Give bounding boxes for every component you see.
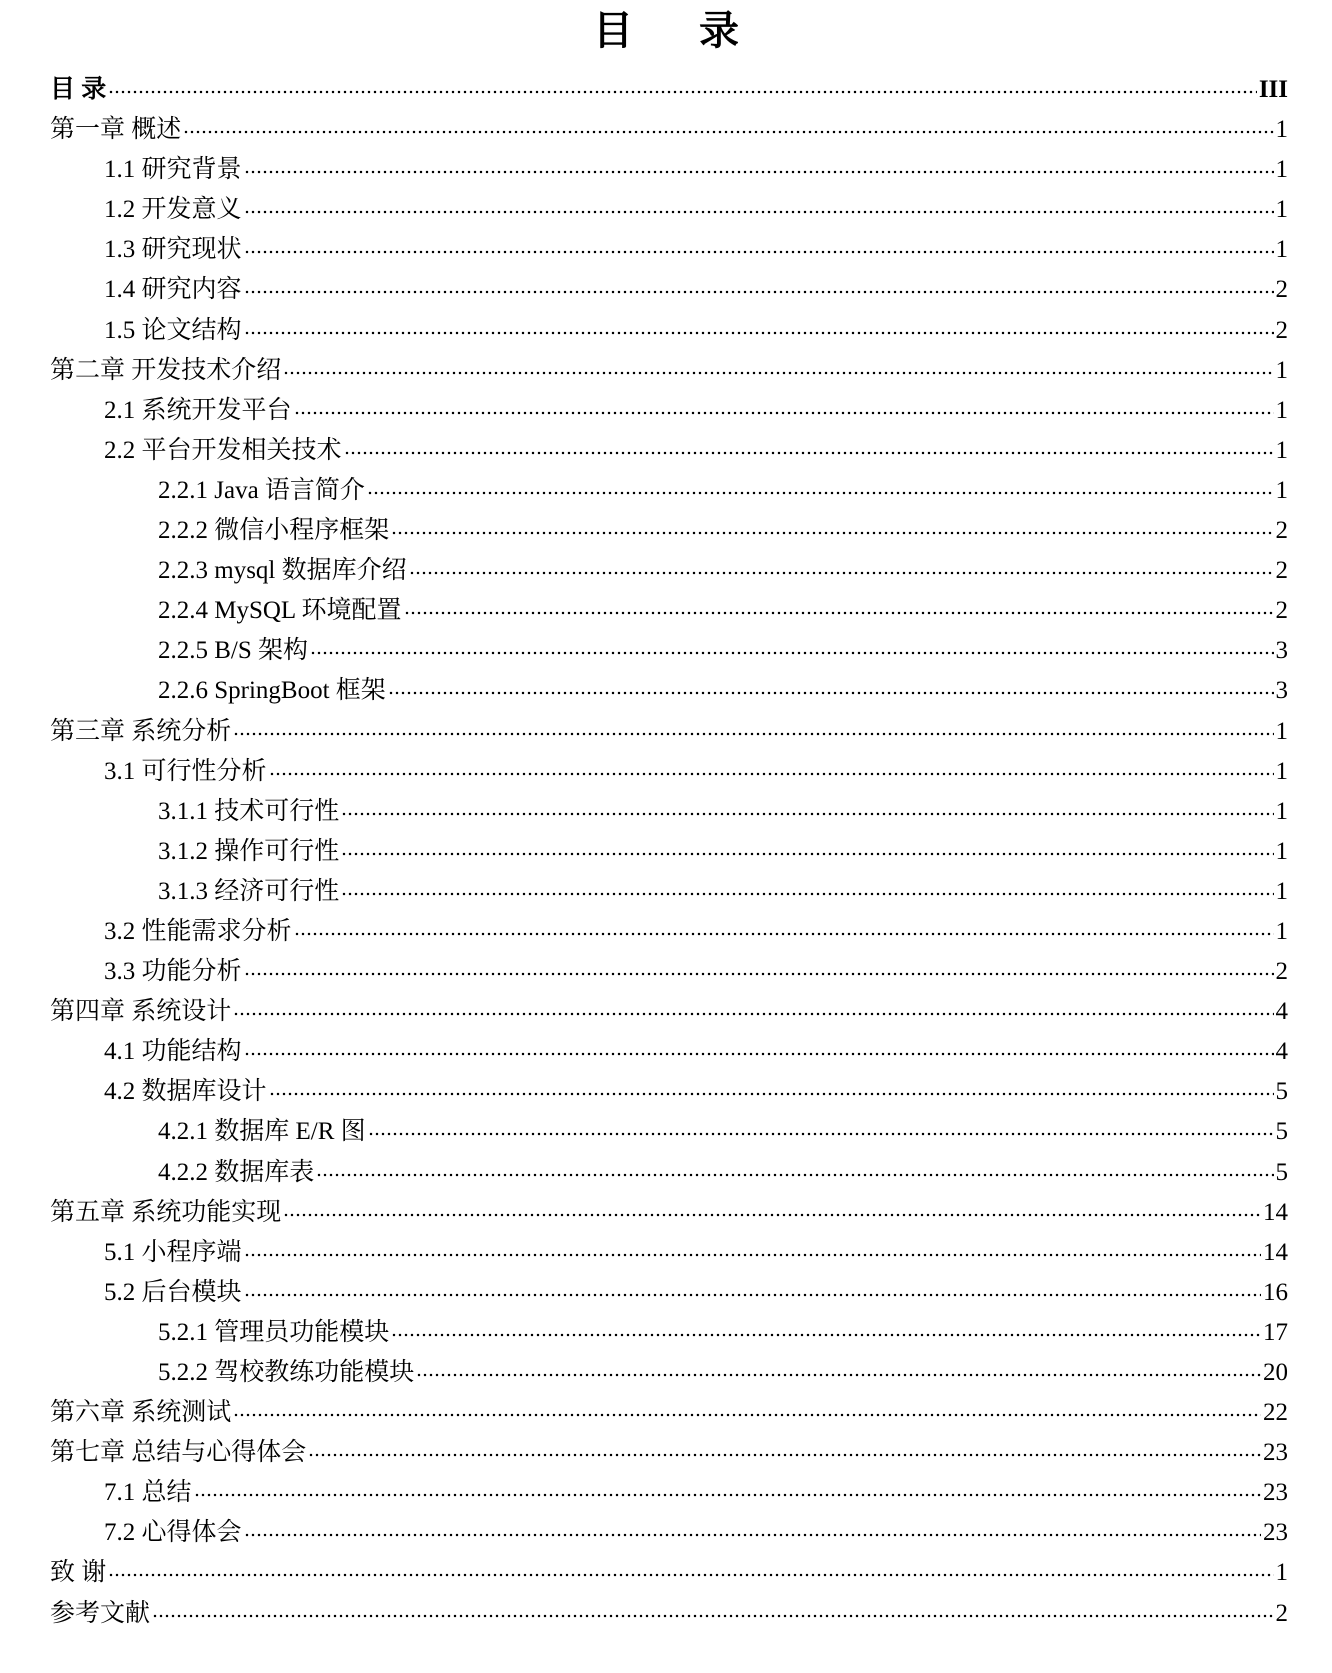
dot-leader [233, 1395, 1261, 1420]
toc-entry-page-number: 17 [1263, 1318, 1288, 1346]
toc-entry-page-number: 1 [1275, 837, 1288, 865]
toc-entry-page-number: 2 [1275, 597, 1288, 625]
toc-entry[interactable] [50, 1433, 1288, 1473]
toc-entry[interactable] [50, 1473, 1288, 1513]
dot-leader [244, 192, 1274, 217]
toc-entry-label: 3.1.1 技术可行性 [158, 797, 340, 825]
toc-entry-label: 3.1.3 经济可行性 [158, 877, 340, 905]
toc-entry-page-number: 1 [1275, 877, 1288, 905]
dot-leader [244, 152, 1274, 177]
dot-leader [244, 1034, 1274, 1059]
toc-entry[interactable] [50, 511, 1288, 551]
toc-entry[interactable] [50, 1233, 1288, 1273]
toc-entry-label: 4.2 数据库设计 [104, 1078, 267, 1106]
toc-entry-label: 第一章 概述 [50, 116, 182, 144]
toc-entry[interactable] [50, 1112, 1288, 1152]
toc-entry-page-number: 23 [1263, 1519, 1288, 1547]
dot-leader [269, 754, 1274, 779]
toc-entry-label: 3.3 功能分析 [104, 958, 242, 986]
toc-entry-page-number: 1 [1275, 196, 1288, 224]
toc-entry[interactable] [50, 1393, 1288, 1433]
toc-entry-page-number: 1 [1275, 356, 1288, 384]
dot-leader [283, 353, 1273, 378]
toc-entry-page-number: 2 [1275, 958, 1288, 986]
toc-entry-label: 4.1 功能结构 [104, 1038, 242, 1066]
dot-leader [244, 954, 1274, 979]
toc-entry-page-number: 14 [1263, 1238, 1288, 1266]
dot-leader [244, 272, 1274, 297]
toc-entry-page-number: 20 [1263, 1359, 1288, 1386]
toc-entry-label: 第三章 系统分析 [50, 717, 232, 745]
toc-entry-label: 第二章 开发技术介绍 [50, 356, 282, 384]
toc-entry-page-number: 23 [1263, 1439, 1288, 1467]
toc-entry-label: 致 谢 [50, 1559, 107, 1587]
toc-entry[interactable] [50, 150, 1288, 190]
dot-leader [391, 1315, 1261, 1340]
toc-entry-page-number: 22 [1263, 1399, 1288, 1427]
dot-leader [183, 112, 1273, 137]
toc-entry-page-number: 5 [1275, 1078, 1288, 1106]
dot-leader [294, 914, 1274, 939]
toc-entry[interactable] [50, 1313, 1288, 1353]
dot-leader [416, 1355, 1261, 1380]
toc-entry-label: 2.2.5 B/S 架构 [158, 637, 309, 665]
toc-entry[interactable] [50, 110, 1288, 150]
toc-entry-page-number: 1 [1275, 1559, 1288, 1587]
dot-leader [244, 313, 1274, 338]
toc-entry-page-number: 3 [1275, 677, 1288, 705]
toc-entry-page-number: 2 [1275, 517, 1288, 545]
dot-leader [391, 513, 1273, 538]
toc-entry[interactable] [50, 1513, 1288, 1553]
toc-entry-label: 2.2 平台开发相关技术 [104, 436, 342, 464]
dot-leader [108, 1555, 1273, 1580]
toc-entry-page-number: 1 [1275, 116, 1288, 144]
toc-entry-page-number: 1 [1275, 797, 1288, 825]
toc-entry[interactable] [50, 1193, 1288, 1233]
toc-entry[interactable] [50, 712, 1288, 752]
toc-entry[interactable] [50, 551, 1288, 591]
toc-entry[interactable] [50, 1553, 1288, 1593]
toc-entry-label: 5.2.2 驾校教练功能模块 [158, 1359, 415, 1386]
toc-entry[interactable] [50, 70, 1288, 110]
dot-leader [404, 593, 1274, 618]
toc-entry-page-number: 2 [1275, 1599, 1288, 1627]
toc-entry-page-number: 1 [1275, 156, 1288, 184]
toc-entry-label: 3.1 可行性分析 [104, 757, 267, 785]
toc-entry[interactable] [50, 872, 1288, 912]
toc-entry-page-number: 2 [1275, 316, 1288, 344]
toc-entry-label: 7.2 心得体会 [104, 1519, 242, 1547]
toc-entry-label: 参考文献 [50, 1599, 151, 1627]
dot-leader [341, 874, 1273, 899]
toc-entry-label: 目 录 [50, 76, 107, 103]
toc-entry-page-number: 4 [1275, 1038, 1288, 1066]
toc-entry-label: 2.2.2 微信小程序框架 [158, 517, 390, 545]
toc-entry[interactable] [50, 230, 1288, 270]
toc-entry-label: 第七章 总结与心得体会 [50, 1439, 307, 1467]
toc-entry[interactable] [50, 992, 1288, 1032]
toc-entry-page-number: 1 [1275, 757, 1288, 785]
dot-leader [233, 994, 1273, 1019]
dot-leader [283, 1195, 1261, 1220]
dot-leader [294, 393, 1274, 418]
toc-entry-label: 2.2.1 Java 语言简介 [158, 476, 365, 504]
dot-leader [108, 72, 1257, 97]
toc-entry-page-number: 1 [1275, 436, 1288, 464]
toc-entry-label: 1.1 研究背景 [104, 156, 242, 184]
toc-entry-label: 5.2 后台模块 [104, 1278, 242, 1306]
toc-entry-page-number: 16 [1263, 1278, 1288, 1306]
toc-entry[interactable] [50, 1594, 1288, 1634]
dot-leader [316, 1155, 1273, 1180]
dot-leader [152, 1596, 1273, 1621]
toc-entry[interactable] [50, 671, 1288, 711]
dot-leader [388, 673, 1274, 698]
toc-entry[interactable] [50, 752, 1288, 792]
toc-entry-page-number: 3 [1275, 637, 1288, 665]
toc-entry-page-number: 1 [1275, 917, 1288, 945]
toc-entry-label: 第四章 系统设计 [50, 998, 232, 1026]
dot-leader [244, 1235, 1261, 1260]
dot-leader [368, 1114, 1274, 1139]
dot-leader [194, 1475, 1261, 1500]
table-of-contents [50, 70, 1288, 1634]
toc-entry[interactable] [50, 190, 1288, 230]
dot-leader [367, 473, 1274, 498]
toc-entry-label: 1.3 研究现状 [104, 236, 242, 264]
dot-leader [233, 714, 1273, 739]
toc-entry-page-number: 5 [1275, 1118, 1288, 1146]
dot-leader [244, 232, 1274, 257]
toc-entry[interactable] [50, 792, 1288, 832]
toc-entry-label: 1.4 研究内容 [104, 276, 242, 304]
dot-leader [310, 633, 1273, 658]
toc-entry-label: 3.1.2 操作可行性 [158, 837, 340, 865]
dot-leader [341, 794, 1273, 819]
dot-leader [269, 1074, 1274, 1099]
dot-leader [344, 433, 1274, 458]
dot-leader [244, 1515, 1261, 1540]
toc-entry[interactable] [50, 351, 1288, 391]
toc-entry-page-number: 14 [1263, 1198, 1288, 1226]
dot-leader [244, 1275, 1261, 1300]
toc-entry[interactable] [50, 270, 1288, 310]
toc-entry-page-number: 2 [1275, 557, 1288, 585]
toc-entry[interactable] [50, 631, 1288, 671]
toc-entry-page-number: 1 [1275, 476, 1288, 504]
page-title: 目 录 [593, 8, 765, 54]
toc-entry[interactable] [50, 471, 1288, 511]
toc-entry-label: 7.1 总结 [104, 1479, 192, 1507]
toc-entry-label: 2.2.3 mysql 数据库介绍 [158, 557, 407, 585]
toc-entry-page-number: 1 [1275, 717, 1288, 745]
toc-entry[interactable] [50, 391, 1288, 431]
toc-entry[interactable] [50, 1273, 1288, 1313]
toc-entry[interactable] [50, 912, 1288, 952]
dot-leader [409, 553, 1274, 578]
toc-entry-label: 3.2 性能需求分析 [104, 917, 292, 945]
toc-entry-label: 第六章 系统测试 [50, 1399, 232, 1427]
toc-entry-label: 5.1 小程序端 [104, 1238, 242, 1266]
toc-entry-page-number: 23 [1263, 1479, 1288, 1507]
toc-entry[interactable] [50, 1153, 1288, 1193]
toc-entry-label: 2.1 系统开发平台 [104, 396, 292, 424]
toc-entry-page-number: III [1258, 76, 1288, 103]
toc-entry[interactable] [50, 952, 1288, 992]
toc-entry-page-number: 1 [1275, 236, 1288, 264]
toc-entry[interactable] [50, 832, 1288, 872]
toc-entry-label: 2.2.4 MySQL 环境配置 [158, 597, 402, 625]
dot-leader [341, 834, 1273, 859]
toc-entry-label: 5.2.1 管理员功能模块 [158, 1318, 390, 1346]
toc-entry-page-number: 4 [1275, 998, 1288, 1026]
toc-entry-label: 4.2.2 数据库表 [158, 1158, 315, 1186]
toc-entry-label: 2.2.6 SpringBoot 框架 [158, 677, 386, 705]
toc-entry-label: 第五章 系统功能实现 [50, 1198, 282, 1226]
toc-entry-page-number: 5 [1275, 1158, 1288, 1186]
toc-entry-page-number: 2 [1275, 276, 1288, 304]
toc-entry[interactable] [50, 431, 1288, 471]
dot-leader [308, 1435, 1261, 1460]
toc-entry[interactable] [50, 1353, 1288, 1393]
toc-entry-label: 4.2.1 数据库 E/R 图 [158, 1118, 366, 1146]
toc-entry[interactable] [50, 1072, 1288, 1112]
toc-entry-label: 1.2 开发意义 [104, 196, 242, 224]
toc-entry[interactable] [50, 1032, 1288, 1072]
toc-entry[interactable] [50, 591, 1288, 631]
toc-entry[interactable] [50, 311, 1288, 351]
toc-entry-page-number: 1 [1275, 396, 1288, 424]
toc-entry-label: 1.5 论文结构 [104, 316, 242, 344]
